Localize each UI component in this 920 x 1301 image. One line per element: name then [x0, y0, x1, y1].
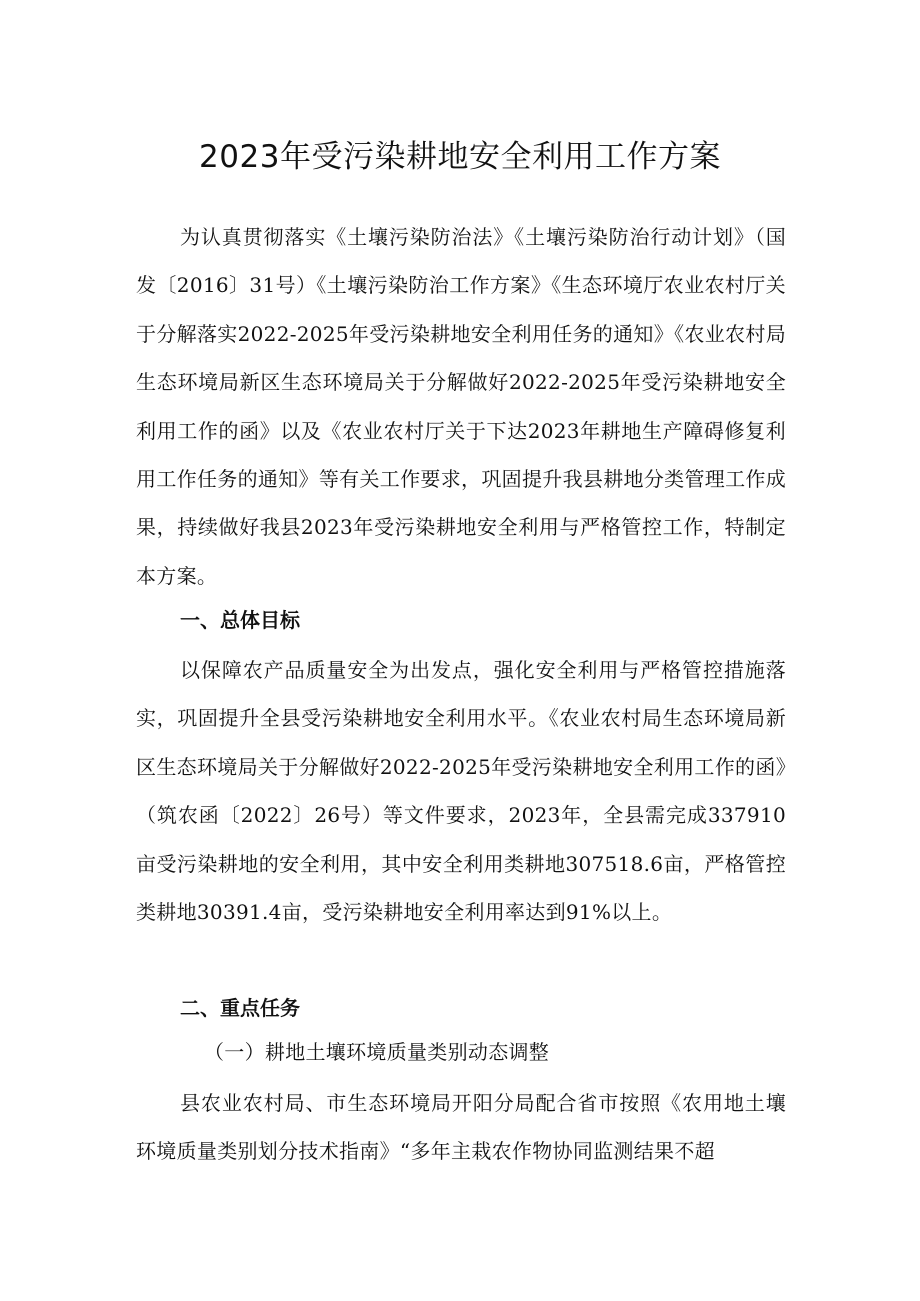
section-heading-overall-goal: 一、总体目标: [180, 608, 300, 632]
intro-paragraph: 为认真贯彻落实《土壤污染防治法》《土壤污染防治行动计划》（国发〔2016〕31号）《土壤污染防治工作方案》《生态环境厅农业农村厅关于分解落实2022-2025年受污染耕地安全利用任务的通知》《农业农村局生态环境局新区生态环境局关于分解做好2022-2025年受污染耕地安全利用工作的函》以及《农业农村厅关于下达2023年耕地生产障碍修复利用工作任务的通知》等有关工作要求，巩固提升我县耕地分类管理工作成果，持续做好我县2023年受污染耕地安全利用与严格管控工作，特制定本方案。: [136, 225, 786, 588]
section-heading-key-tasks: 二、重点任务: [180, 996, 300, 1020]
goal-paragraph: 以保障农产品质量安全为出发点，强化安全利用与严格管控措施落实，巩固提升全县受污染耕地安全利用水平。《农业农村局生态环境局新区生态环境局关于分解做好2022-2025年受污染耕地安全利用工作的函》（筑农函〔2022〕26号）等文件要求，2023年，全县需完成337910亩受污染耕地的安全利用，其中安全利用类耕地307518.6亩，严格管控类耕地30391.4亩，受污染耕地安全利用率达到91%以上。: [136, 658, 786, 925]
document-title: 2023年受污染耕地安全利用工作方案: [199, 139, 721, 175]
task-paragraph: 县农业农村局、市生态环境局开阳分局配合省市按照《农用地土壤环境质量类别划分技术指南》“多年主栽农作物协同监测结果不超: [136, 1091, 786, 1164]
subsection-heading-soil-category-adjustment: （一）耕地土壤环境质量类别动态调整: [204, 1040, 550, 1064]
